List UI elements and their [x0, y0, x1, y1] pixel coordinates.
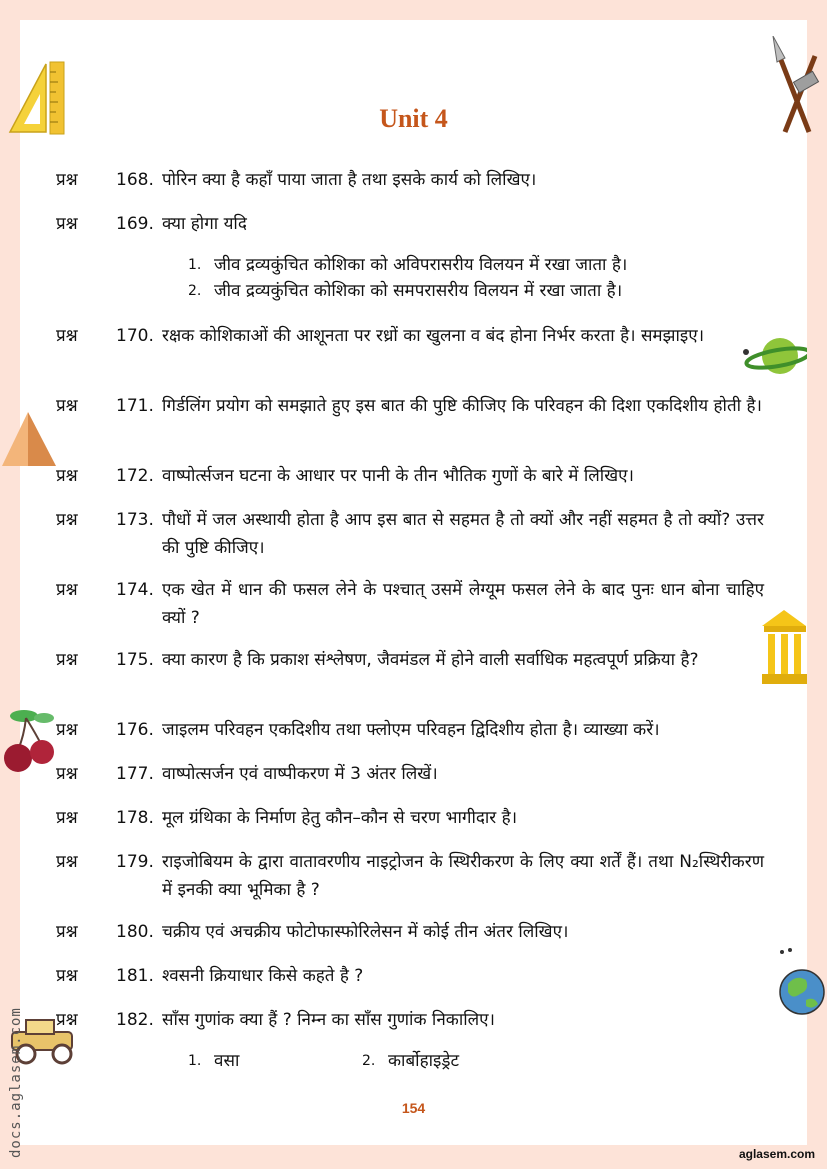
globe-icon	[776, 944, 826, 1020]
question-text: राइजोबियम के द्वारा वातावरणीय नाइट्रोजन के स्थिरीकरण के लिए क्या शर्तें हैं। तथा N₂स्थिरीकरण में इनकी क्या भूमिका है ?	[162, 852, 764, 900]
question-text: पोरिन क्या है कहाँ पाया जाता है तथा इसके कार्य को लिखिए।	[162, 170, 537, 190]
page-number: 154	[401, 1100, 426, 1116]
question-text: एक खेत में धान की फसल लेने के पश्चात् उसमें लेग्यूम फसल लेने के बाद पुनः धान बोना चाहिए क्यों ?	[162, 580, 764, 628]
question-label: प्रश्न	[56, 966, 78, 986]
question-label: प्रश्न	[56, 650, 78, 670]
question-label: प्रश्न	[56, 326, 78, 346]
question-number: 181.	[116, 966, 154, 986]
question-number: 169.	[116, 214, 154, 234]
question-number: 180.	[116, 922, 154, 942]
question-text: श्वसनी क्रियाधार किसे कहते है ?	[162, 966, 364, 986]
footer-link[interactable]: aglasem.com	[738, 1147, 815, 1161]
watermark: docs.aglasem.com	[8, 1007, 24, 1158]
page: Unit 4 प्रश्न 168. पोरिन क्या है कहाँ पाया जाता है तथा इसके कार्य को लिखिए। प्रश्न 169. क्या होगा यदि 1. जीव द्रव्यकुंचित कोशिका को अविपरासरीय विलयन में रखा जाता है। 2. जीव द्रव्यकुंचित कोशिका को समपरासरीय विलयन में रखा जाता है। प्रश्न 170. रक्षक कोशिकाओं की आशूनता पर रध्रों का खुलना व बंद होना निर्भर करता है। समझाइए। प्रश्न 171. गिर्डलिंग प्रयोग को समझाते हुए इस बात की पुष्टि कीजिए कि परिवहन की दिशा एकदिशीय होती है। प्रश्न 172. वाष्पोर्त्सजन घटना के आधार पर पानी के तीन भौतिक गुणों के बारे में लिखिए। प्रश्न 173. पौधों में जल अस्थायी होता है आप इस बात से सहमत है तो क्यों और नहीं सहमत है तो क्यों? उत्तर की पुष्टि कीजिए। प्रश्न 174. एक खेत में धान की फसल लेने के पश्चात् उसमें लेग्यूम फसल लेने के बाद पुनः धान बोना चाहिए क्यों ? प्रश्न 175. क्या कारण है कि प्रकाश संश्लेषण, जैवमंडल में होने वाली सर्वाधिक महत्वपूर्ण प्रक्रिया है? प्रश्न 176. जाइलम परिवहन एकदिशीय तथा फ्लोएम परिवहन द्विदिशीय होता है। व्याख्या करें। प्रश्न 177. वाष्पोत्सर्जन एवं वाष्पीकरण में 3 अंतर लिखें। प्रश्न 178. मूल ग्रंथिका के निर्माण हेतु कौन–कौन से चरण भागीदार है। प्रश्न 179. राइजोबियम के द्वारा वातावरणीय नाइट्रोजन के स्थिरीकरण के लिए क्या शर्तें हैं। तथा N₂स्थिरीकरण में इनकी क्या भूमिका है ? प्रश्न 180. चक्रीय एवं अचक्रीय फोटोफास्फोरिलेसन में कोई तीन अंतर लिखिए। प्रश्न 181. श्वसनी क्रियाधार किसे कहते है ? प्रश्न 182. साँस गुणांक क्या हैं ? निम्न का साँस गुणांक निकालिए। 1. वसा 2. कार्बोहाइड्रेट 154	[20, 20, 807, 1145]
question-text: जाइलम परिवहन एकदिशीय तथा फ्लोएम परिवहन द्विदिशीय होता है। व्याख्या करें।	[162, 720, 660, 740]
question-label: प्रश्न	[56, 580, 78, 600]
question-text: क्या होगा यदि	[162, 214, 247, 234]
question-label: प्रश्न	[56, 1010, 78, 1030]
question-text: रक्षक कोशिकाओं की आशूनता पर रध्रों का खुलना व बंद होना निर्भर करता है। समझाइए।	[162, 326, 705, 346]
cherries-icon	[2, 706, 62, 776]
question-label: प्रश्न	[56, 852, 78, 872]
question-text: पौधों में जल अस्थायी होता है आप इस बात से सहमत है तो क्यों और नहीं सहमत है तो क्यों? उत्तर की पुष्टि कीजिए।	[162, 510, 764, 558]
question-number: 170.	[116, 326, 154, 346]
question-number: 172.	[116, 466, 154, 486]
question-number: 168.	[116, 170, 154, 190]
question-text: चक्रीय एवं अचक्रीय फोटोफास्फोरिलेसन में कोई तीन अंतर लिखिए।	[162, 922, 569, 942]
question-number: 175.	[116, 650, 154, 670]
question-label: प्रश्न	[56, 466, 78, 486]
question-number: 179.	[116, 852, 154, 872]
question-number: 177.	[116, 764, 154, 784]
question-number: 182.	[116, 1010, 154, 1030]
page-title: Unit 4	[379, 104, 448, 133]
pyramid-icon	[0, 410, 58, 470]
question-label: प्रश्न	[56, 214, 78, 234]
question-text: मूल ग्रंथिका के निर्माण हेतु कौन–कौन से चरण भागीदार है।	[162, 808, 518, 828]
question-label: प्रश्न	[56, 510, 78, 530]
question-number: 174.	[116, 580, 154, 600]
question-text: क्या कारण है कि प्रकाश संश्लेषण, जैवमंडल में होने वाली सर्वाधिक महत्वपूर्ण प्रक्रिया है?	[162, 650, 699, 670]
question-label: प्रश्न	[56, 396, 78, 416]
question-text: साँस गुणांक क्या हैं ? निम्न का साँस गुणांक निकालिए।	[162, 1010, 495, 1030]
question-number: 176.	[116, 720, 154, 740]
question-label: प्रश्न	[56, 764, 78, 784]
question-text: वाष्पोर्त्सजन घटना के आधार पर पानी के तीन भौतिक गुणों के बारे में लिखिए।	[162, 466, 634, 486]
question-label: प्रश्न	[56, 808, 78, 828]
question-number: 171.	[116, 396, 154, 416]
question-number: 173.	[116, 510, 154, 530]
question-text: वाष्पोत्सर्जन एवं वाष्पीकरण में 3 अंतर लिखें।	[162, 764, 438, 784]
question-label: प्रश्न	[56, 922, 78, 942]
question-label: प्रश्न	[56, 720, 78, 740]
question-number: 178.	[116, 808, 154, 828]
question-label: प्रश्न	[56, 170, 78, 190]
temple-icon	[760, 608, 807, 686]
question-text: गिर्डलिंग प्रयोग को समझाते हुए इस बात की पुष्टि कीजिए कि परिवहन की दिशा एकदिशीय होती है।	[162, 396, 762, 416]
